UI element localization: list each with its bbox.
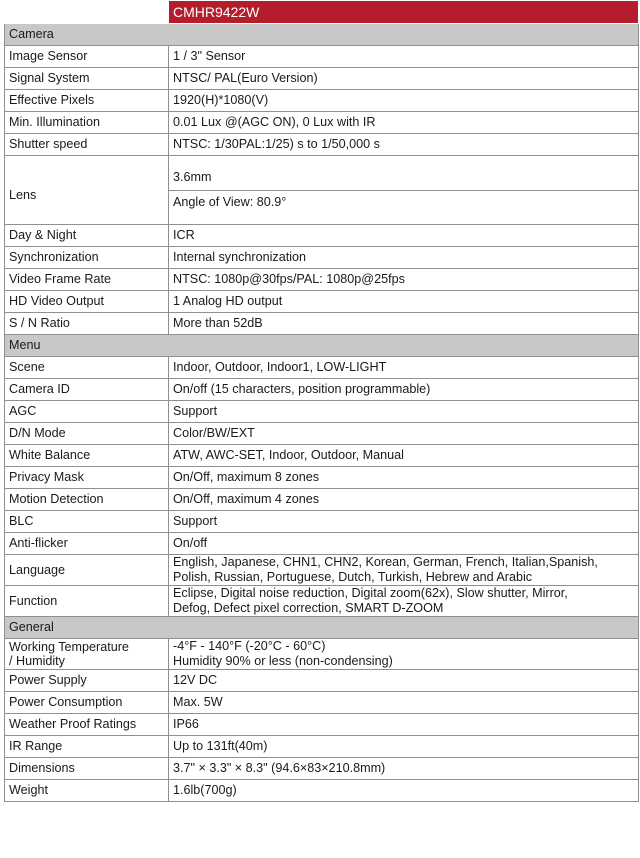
model-name: CMHR9422W: [169, 1, 639, 24]
spec-row: [5, 68, 639, 90]
spec-label: [5, 247, 169, 269]
section-header-camera: [5, 24, 639, 46]
spec-value: [169, 134, 639, 156]
spec-value: [169, 714, 639, 736]
spec-value-line: Defog, Defect pixel correction, SMART D-ZOOM: [173, 601, 444, 615]
spec-label: [5, 112, 169, 134]
spec-label-line: Synchronization: [9, 250, 99, 264]
spec-row: [5, 291, 639, 313]
spec-label: [5, 379, 169, 401]
spec-label-line: Signal System: [9, 71, 90, 85]
spec-value-line: Support: [173, 514, 218, 528]
spec-value-line: On/Off, maximum 8 zones: [173, 470, 320, 484]
spec-value-line: 3.7" × 3.3" × 8.3" (94.6×83×210.8mm): [173, 761, 386, 775]
section-title: Camera: [5, 24, 639, 46]
spec-value: [169, 758, 639, 780]
spec-value-line: Eclipse, Digital noise reduction, Digital zoom(62x), Slow shutter, Mirror,: [173, 586, 568, 600]
spec-label: [5, 489, 169, 511]
spec-label-line: HD Video Output: [9, 294, 104, 308]
spec-row: [5, 533, 639, 555]
section-header-menu: [5, 335, 639, 357]
spec-value-line: ICR: [173, 228, 195, 242]
spec-row: [5, 156, 639, 225]
spec-label-line: / Humidity: [9, 654, 65, 668]
spec-value: [169, 445, 639, 467]
spec-row: [5, 134, 639, 156]
spec-row: [5, 313, 639, 335]
spec-value: [169, 586, 639, 617]
section-title: General: [5, 617, 639, 639]
spec-label-line: AGC: [9, 404, 37, 418]
spec-label-line: BLC: [9, 514, 34, 528]
spec-value: [169, 90, 639, 112]
spec-label-line: D/N Mode: [9, 426, 66, 440]
spec-value-line: ATW, AWC-SET, Indoor, Outdoor, Manual: [173, 448, 404, 462]
spec-row: [5, 555, 639, 586]
spec-label: [5, 68, 169, 90]
spec-label-line: Min. Illumination: [9, 115, 100, 129]
section-title: Menu: [5, 335, 639, 357]
spec-label: [5, 423, 169, 445]
spec-row: [5, 46, 639, 68]
spec-label: [5, 134, 169, 156]
spec-value-line: 1920(H)*1080(V): [173, 93, 269, 107]
spec-label-line: Weather Proof Ratings: [9, 717, 137, 731]
spec-label-line: Dimensions: [9, 761, 75, 775]
spec-label-line: Scene: [9, 360, 45, 374]
spec-row: [5, 247, 639, 269]
spec-value: [169, 511, 639, 533]
spec-label-line: Power Supply: [9, 673, 87, 687]
spec-label: [5, 670, 169, 692]
spec-label: [5, 586, 169, 617]
spec-row: [5, 586, 639, 617]
spec-value-line: 1 / 3" Sensor: [173, 49, 246, 63]
spec-row: [5, 670, 639, 692]
spec-row: [5, 692, 639, 714]
spec-value: [169, 780, 639, 802]
spec-label-line: Video Frame Rate: [9, 272, 111, 286]
spec-value-line: Up to 131ft(40m): [173, 739, 268, 753]
spec-value: [169, 247, 639, 269]
spec-value-line: More than 52dB: [173, 316, 263, 330]
spec-row: [5, 423, 639, 445]
spec-value-line: IP66: [173, 717, 199, 731]
spec-label: [5, 758, 169, 780]
spec-label-line: S / N Ratio: [9, 316, 70, 330]
spec-label-line: Language: [9, 563, 66, 577]
spec-value-line: Color/BW/EXT: [173, 426, 255, 440]
spec-label-line: Day & Night: [9, 228, 77, 242]
spec-value: [169, 357, 639, 379]
spec-value-line: On/Off, maximum 4 zones: [173, 492, 320, 506]
spec-value: [169, 467, 639, 489]
spec-value: [169, 313, 639, 335]
spec-table: [4, 0, 639, 802]
spec-label: [5, 90, 169, 112]
spec-row: [5, 780, 639, 802]
spec-row: [5, 758, 639, 780]
spec-row: [5, 401, 639, 423]
spec-row: [5, 489, 639, 511]
spec-label: [5, 313, 169, 335]
spec-row: [5, 90, 639, 112]
spec-label: [5, 780, 169, 802]
spec-value: [169, 269, 639, 291]
spec-label: [5, 736, 169, 758]
spec-label-line: Anti-flicker: [9, 536, 68, 550]
spec-label: [5, 533, 169, 555]
spec-row: [5, 357, 639, 379]
spec-value-line: Humidity 90% or less (non-condensing): [173, 654, 393, 668]
spec-label-line: Function: [9, 594, 58, 608]
spec-value: [169, 489, 639, 511]
section-header-general: [5, 617, 639, 639]
spec-value-line: Indoor, Outdoor, Indoor1, LOW-LIGHT: [173, 360, 387, 374]
spec-value: [169, 736, 639, 758]
spec-value: [169, 555, 639, 586]
spec-value-line: NTSC: 1080p@30fps/PAL: 1080p@25fps: [173, 272, 405, 286]
spec-label-line: Weight: [9, 783, 48, 797]
spec-value: [169, 423, 639, 445]
spec-row: [5, 225, 639, 247]
spec-value: [169, 639, 639, 670]
spec-label: [5, 291, 169, 313]
spec-label: [5, 269, 169, 291]
spec-label: [5, 511, 169, 533]
spec-value: [169, 401, 639, 423]
spec-row: [5, 714, 639, 736]
spec-label: [5, 714, 169, 736]
title-row: [5, 1, 639, 24]
spec-row: [5, 639, 639, 670]
spec-label: [5, 445, 169, 467]
spec-value-line: 0.01 Lux @(AGC ON), 0 Lux with IR: [173, 115, 376, 129]
spec-value-line: English, Japanese, CHN1, CHN2, Korean, German, French, Italian,Spanish,: [173, 555, 598, 569]
spec-label: [5, 555, 169, 586]
spec-label: [5, 467, 169, 489]
spec-value-line: NTSC/ PAL(Euro Version): [173, 71, 318, 85]
spec-row: [5, 467, 639, 489]
spec-label: [5, 692, 169, 714]
spec-value: [169, 533, 639, 555]
spec-value: [169, 225, 639, 247]
spec-value: [169, 670, 639, 692]
spec-value-line: Max. 5W: [173, 695, 223, 709]
spec-value-line: Angle of View: 80.9°: [173, 195, 287, 209]
spec-label: [5, 46, 169, 68]
spec-value-line: -4°F - 140°F (-20°C - 60°C): [173, 639, 326, 653]
spec-label-line: Effective Pixels: [9, 93, 95, 107]
spec-value-line: 1.6lb(700g): [173, 783, 237, 797]
spec-label-line: Working Temperature: [9, 640, 129, 654]
spec-value: [169, 68, 639, 90]
spec-label-line: Motion Detection: [9, 492, 104, 506]
spec-row: [5, 511, 639, 533]
spec-label-line: White Balance: [9, 448, 91, 462]
spec-value-line: Internal synchronization: [173, 250, 307, 264]
spec-label-line: Lens: [9, 187, 37, 202]
spec-value: [169, 46, 639, 68]
spec-label-line: Power Consumption: [9, 695, 123, 709]
spec-row: [5, 379, 639, 401]
spec-row: [5, 445, 639, 467]
spec-value-line: 12V DC: [173, 673, 218, 687]
spec-value: [169, 379, 639, 401]
spec-value: [169, 112, 639, 134]
spec-value: [169, 156, 639, 225]
spec-value: [169, 291, 639, 313]
spec-value-line: NTSC: 1/30PAL:1/25) s to 1/50,000 s: [173, 137, 380, 151]
spec-label: [5, 225, 169, 247]
spec-row: [5, 112, 639, 134]
spec-label-line: Privacy Mask: [9, 470, 84, 484]
spec-value: [169, 692, 639, 714]
spec-label-line: Image Sensor: [9, 49, 88, 63]
spec-label-line: Camera ID: [9, 382, 70, 396]
spec-value-line: 3.6mm: [169, 166, 638, 191]
spec-label-line: IR Range: [9, 739, 63, 753]
spec-label: [5, 156, 169, 225]
spec-label: [5, 357, 169, 379]
spec-row: [5, 736, 639, 758]
spec-value-line: On/off: [173, 536, 208, 550]
title-blank-cell: [5, 1, 169, 24]
spec-value-line: 1 Analog HD output: [173, 294, 283, 308]
spec-value-line: Support: [173, 404, 218, 418]
spec-value-line: Polish, Russian, Portuguese, Dutch, Turkish, Hebrew and Arabic: [173, 570, 533, 584]
spec-row: [5, 269, 639, 291]
spec-label-line: Shutter speed: [9, 137, 88, 151]
spec-label: [5, 639, 169, 670]
spec-label: [5, 401, 169, 423]
spec-value-line: On/off (15 characters, position programmable): [173, 382, 431, 396]
